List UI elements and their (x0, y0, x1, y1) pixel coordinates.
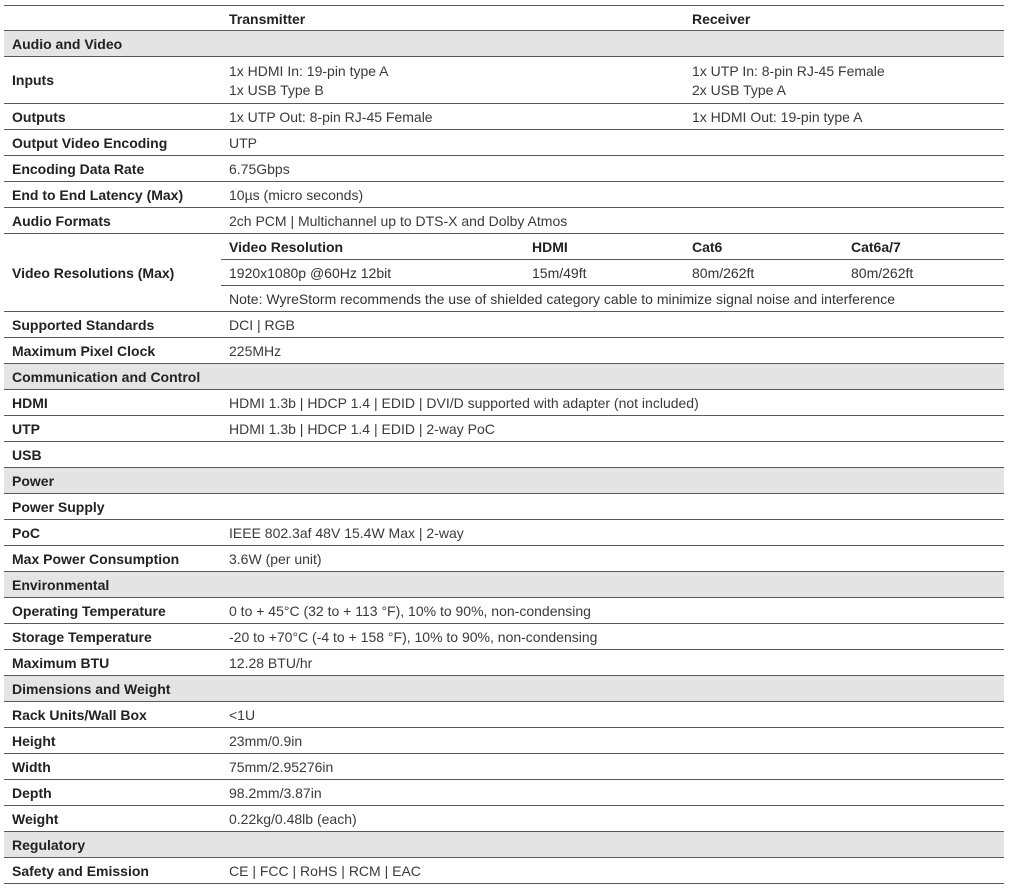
table-row-operating-temperature (4, 598, 1004, 624)
table-row-utp (4, 416, 1004, 442)
row-value: DCI | RGB (229, 317, 295, 333)
video-resolution-value-row (221, 260, 1004, 286)
row-value: IEEE 802.3af 48V 15.4W Max | 2-way (229, 525, 464, 541)
row-label: Max Power Consumption (12, 551, 180, 567)
row-value: 75mm/2.95276in (229, 759, 334, 775)
row-value: 23mm/0.9in (229, 733, 303, 749)
row-label: Height (12, 733, 56, 749)
section-title: Regulatory (12, 837, 86, 853)
table-row-pixel-clock (4, 338, 1004, 364)
row-label: Rack Units/Wall Box (12, 707, 147, 723)
vr-header-cat6a: Cat6a/7 (851, 239, 901, 255)
row-value: 225MHz (229, 343, 282, 359)
header-transmitter: Transmitter (229, 11, 306, 27)
table-row-width (4, 754, 1004, 780)
table-row-latency (4, 182, 1004, 208)
vr-header-resolution: Video Resolution (229, 239, 344, 255)
row-value: 6.75Gbps (229, 161, 290, 177)
table-row-inputs (4, 57, 1004, 104)
table-row-power-supply (4, 494, 1004, 520)
section-power (4, 468, 1004, 494)
table-row-outputs (4, 104, 1004, 130)
row-label: Width (12, 759, 51, 775)
tx-value-line2: 1x USB Type B (229, 82, 324, 98)
section-title: Communication and Control (12, 369, 201, 385)
table-row-audio-formats (4, 208, 1004, 234)
row-label: Output Video Encoding (12, 135, 168, 151)
row-label: Depth (12, 785, 52, 801)
table-row-max-btu (4, 650, 1004, 676)
row-value: 10µs (micro seconds) (229, 187, 364, 203)
vr-note: Note: WyreStorm recommends the use of shielded category cable to minimize signal noise and interference (229, 291, 895, 307)
row-label: Video Resolutions (Max) (12, 265, 175, 281)
row-label: Supported Standards (12, 317, 155, 333)
video-resolution-note-row (221, 286, 1004, 311)
table-header-row (4, 5, 1004, 31)
rx-value-line1: 1x UTP In: 8-pin RJ-45 Female (692, 63, 885, 79)
vr-header-cat6: Cat6 (692, 239, 723, 255)
section-title: Environmental (12, 577, 110, 593)
row-value: 0 to + 45°C (32 to + 113 °F), 10% to 90%, non-condensing (229, 603, 591, 619)
table-row-safety (4, 858, 1004, 884)
row-label: Operating Temperature (12, 603, 166, 619)
rx-value-line2: 2x USB Type A (692, 82, 786, 98)
row-label: Maximum Pixel Clock (12, 343, 156, 359)
rx-value: 1x HDMI Out: 19-pin type A (692, 109, 863, 125)
header-receiver: Receiver (692, 11, 751, 27)
row-value: 12.28 BTU/hr (229, 655, 313, 671)
row-value: HDMI 1.3b | HDCP 1.4 | EDID | DVI/D supported with adapter (not included) (229, 395, 699, 411)
row-label: End to End Latency (Max) (12, 187, 184, 203)
row-label: Storage Temperature (12, 629, 152, 645)
table-row-poc (4, 520, 1004, 546)
row-label: HDMI (12, 395, 48, 411)
vr-value-hdmi: 15m/49ft (532, 265, 587, 281)
row-label: UTP (12, 421, 40, 437)
row-value: 0.22kg/0.48lb (each) (229, 811, 357, 827)
table-row-weight (4, 806, 1004, 832)
table-row-usb (4, 442, 1004, 468)
section-audio-video (4, 31, 1004, 57)
vr-value-cat6: 80m/262ft (692, 265, 755, 281)
table-row-depth (4, 780, 1004, 806)
row-value: <1U (229, 707, 256, 723)
section-communication (4, 364, 1004, 390)
row-value: 2ch PCM | Multichannel up to DTS-X and Dolby Atmos (229, 213, 568, 229)
table-row-height (4, 728, 1004, 754)
table-row-hdmi (4, 390, 1004, 416)
row-value: UTP (229, 135, 257, 151)
row-label: Encoding Data Rate (12, 161, 145, 177)
table-row-standards (4, 312, 1004, 338)
video-resolution-header-row (221, 234, 1004, 260)
row-label: Weight (12, 811, 59, 827)
row-label: Audio Formats (12, 213, 111, 229)
vr-value-cat6a: 80m/262ft (851, 265, 914, 281)
table-row-max-power (4, 546, 1004, 572)
spec-table (4, 5, 1004, 884)
table-row-video-encoding (4, 130, 1004, 156)
row-value: CE | FCC | RoHS | RCM | EAC (229, 863, 421, 879)
vr-value-resolution: 1920x1080p @60Hz 12bit (229, 265, 392, 281)
row-label: PoC (12, 525, 40, 541)
section-title: Power (12, 473, 55, 489)
section-title: Dimensions and Weight (12, 681, 171, 697)
section-regulatory (4, 832, 1004, 858)
row-value: 98.2mm/3.87in (229, 785, 322, 801)
row-label: Maximum BTU (12, 655, 110, 671)
row-value: -20 to +70°C (-4 to + 158 °F), 10% to 90%, non-condensing (229, 629, 598, 645)
row-value: HDMI 1.3b | HDCP 1.4 | EDID | 2-way PoC (229, 421, 495, 437)
section-environmental (4, 572, 1004, 598)
row-label: Outputs (12, 109, 66, 125)
row-label: Safety and Emission (12, 863, 149, 879)
section-title: Audio and Video (12, 36, 123, 52)
tx-value-line1: 1x HDMI In: 19-pin type A (229, 63, 389, 79)
row-label: USB (12, 447, 42, 463)
table-row-data-rate (4, 156, 1004, 182)
vr-header-hdmi: HDMI (532, 239, 568, 255)
table-row-storage-temperature (4, 624, 1004, 650)
row-value: 3.6W (per unit) (229, 551, 322, 567)
row-label: Power Supply (12, 499, 105, 515)
table-row-video-resolutions (4, 234, 1004, 312)
table-row-rack-units (4, 702, 1004, 728)
section-dimensions (4, 676, 1004, 702)
row-label: Inputs (12, 72, 54, 88)
tx-value: 1x UTP Out: 8-pin RJ-45 Female (229, 109, 433, 125)
